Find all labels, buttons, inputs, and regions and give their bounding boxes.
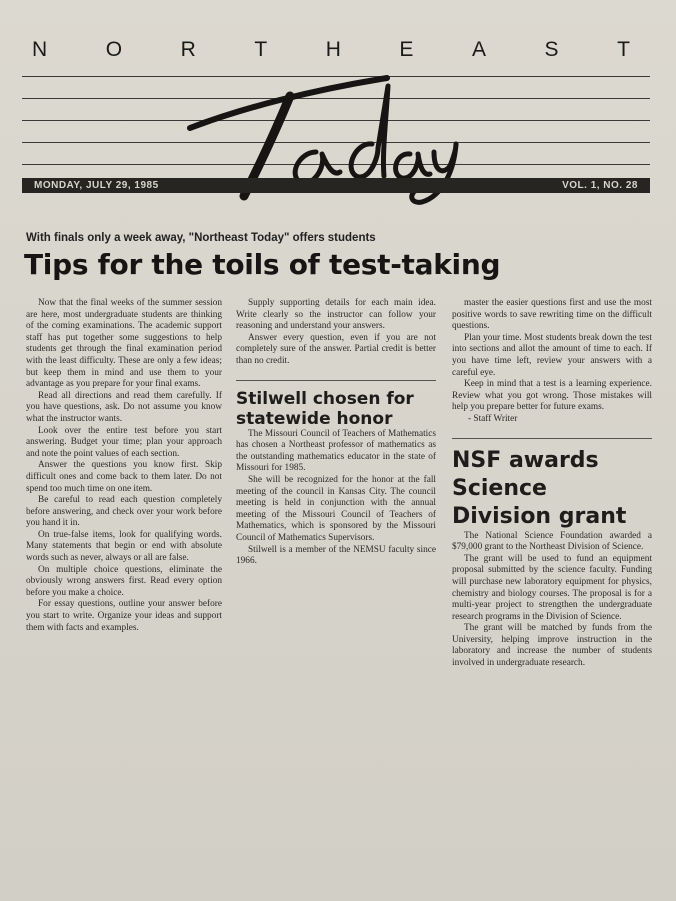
column-2 (236, 298, 436, 568)
section-divider (236, 380, 436, 381)
stilwell-paragraph: The Missouri Council of Teachers of Mathematics has chosen a Northeast professor of mathematics as the outstanding mathematics educator in the state of Missouri for 1985. (236, 428, 436, 474)
article-paragraph: For essay questions, outline your answer before you start to write. Organize your ideas and support them with facts and examples. (26, 599, 222, 633)
article-paragraph: Read all directions and read them carefully. If you have questions, ask. Do not assume you know what the instructor wants. (26, 390, 222, 424)
volume-number: VOL. 1, NO. 28 (562, 180, 638, 191)
masthead (22, 28, 650, 198)
stilwell-paragraph: Stilwell is a member of the NEMSU faculty since 1966. (236, 544, 436, 567)
masthead-letter: O (105, 38, 125, 61)
masthead-letter: T (617, 38, 632, 61)
masthead-letter: A (471, 38, 488, 61)
nsf-paragraph: The grant will be used to fund an equipment proposal submitted by the science faculty. Funding will purchase new laboratory equipment for physics, chemistry and biology courses. The proposal is for a multi-year project to strengthen the undergraduate research programs in the Division of Science. (452, 553, 652, 622)
issue-date: MONDAY, JULY 29, 1985 (34, 180, 159, 191)
feature-kicker: With finals only a week away, "Northeast Today" offers students (26, 232, 376, 244)
article-paragraph: master the easier questions first and use the most positive words to save rewriting time on the difficult questions. (452, 298, 652, 332)
masthead-letter: H (325, 38, 343, 61)
masthead-letter: N (32, 38, 50, 61)
article-paragraph: Look over the entire test before you start answering. Budget your time; plan your approach and note the point values of each section. (26, 425, 222, 459)
date-band (22, 178, 650, 193)
stilwell-paragraph: She will be recognized for the honor at the fall meeting of the council in Kansas City. The council meeting is held in conjunction with the annual meeting of the Missouri Council of Teachers of Mathematics, which is sponsored by the Missouri Council of Mathematics Supervisors. (236, 474, 436, 543)
article-paragraph: On true-false items, look for qualifying words. Many statements that begin or end with absolute words such as never, always or all are false. (26, 529, 222, 564)
masthead-letter: S (544, 38, 561, 61)
nsf-headline: NSF awards Science Division grant (452, 447, 627, 529)
feature-headline: Tips for the toils of test-taking (24, 248, 501, 281)
masthead-letter: E (399, 38, 416, 61)
article-paragraph: On multiple choice questions, eliminate the obviously wrong answers first. Read every option before you make a choice. (26, 564, 222, 598)
nsf-paragraph: The grant will be matched by funds from the University, helping improve instruction in the laboratory and increase the number of students involved in undergraduate research. (452, 623, 652, 669)
column-3 (452, 298, 652, 670)
stilwell-headline: Stilwell chosen for statewide honor (236, 388, 414, 429)
nsf-paragraph: The National Science Foundation awarded a $79,000 grant to the Northeast Division of Science. (452, 530, 652, 553)
article-paragraph: Answer the questions you know first. Skip difficult ones and come back to them later. Do not spend too much time on one item. (26, 460, 222, 494)
byline: - Staff Writer (468, 413, 518, 424)
column-1 (26, 298, 222, 634)
article-paragraph: Keep in mind that a test is a learning experience. Review what you got wrong. Those mistakes will help you prepare better for future exams. (452, 379, 652, 413)
masthead-letter: T (254, 38, 270, 61)
section-divider (452, 438, 652, 439)
article-paragraph: Be careful to read each question completely before answering, and check over your work before you hand it in. (26, 495, 222, 529)
article-paragraph: Supply supporting details for each main idea. Write clearly so the instructor can follow your reasoning and understand your answers. (236, 298, 436, 332)
article-paragraph: Answer every question, even if you are not completely sure of the answer. Partial credit is better than no credit. (236, 332, 436, 366)
article-paragraph: Now that the final weeks of the summer session are here, most undergraduate students are thinking of the coming examinations. The academic support staff has put together some suggestions to help students get through the final examination period with the least difficulty. These are only a few ideas; but keep them in mind and use them to your advantage as you prepare for your final exams. (26, 298, 222, 390)
article-paragraph: Plan your time. Most students break down the test into sections and allot the amount of time to each. If you have time left, review your answers with a careful eye. (452, 332, 652, 378)
masthead-letter: R (180, 38, 198, 61)
